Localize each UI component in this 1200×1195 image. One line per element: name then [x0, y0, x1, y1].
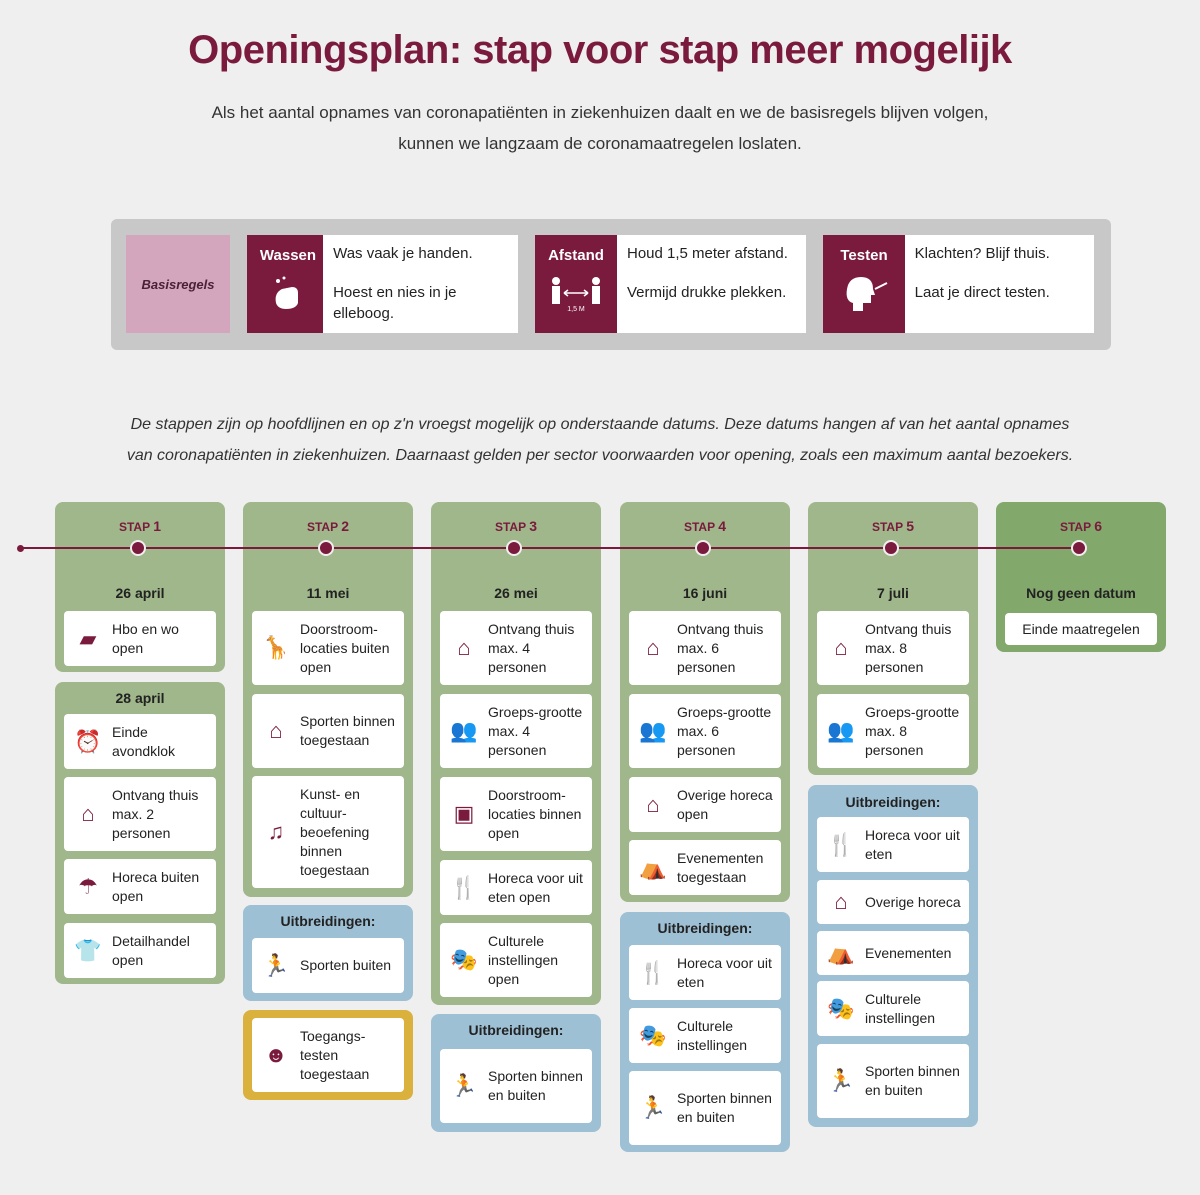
list-item: 🎭 Culturele instellingen: [629, 1008, 781, 1063]
list-item: ☂ Horeca buiten open: [64, 859, 216, 914]
list-item: ⏰ Einde avondklok: [64, 714, 216, 769]
step-6-label: STAP 6: [1059, 518, 1103, 534]
timeline-start: [17, 545, 24, 552]
step-2-label: STAP 2: [306, 518, 350, 534]
masks-icon: 🎭: [450, 947, 478, 972]
test-head-icon: [823, 273, 905, 324]
list-item: 🏃 Sporten buiten: [252, 938, 404, 993]
timeline-dot: [1071, 540, 1087, 556]
page-title: Openingsplan: stap voor stap meer mogelijk: [188, 28, 1012, 72]
test-head-icon: ☻: [264, 1042, 288, 1067]
list-item: 🎭 Culturele instellingen open: [440, 923, 592, 997]
list-item: ⌂ Overige horeca: [817, 880, 969, 924]
list-item: ⌂ Overige horeca open: [629, 777, 781, 832]
list-item: ⛺ Evenementen: [817, 931, 969, 975]
subtitle-line-2: kunnen we langzaam de coronamaatregelen loslaten.: [398, 134, 802, 153]
cutlery-icon: 🍴: [639, 959, 667, 985]
rule-line-2: Laat je direct testen.: [914, 284, 1050, 301]
list-item: ⌂ Ontvang thuis max. 6 personen: [629, 611, 781, 685]
circus-tent-icon: ⛺: [827, 940, 855, 965]
group-icon: 👥: [827, 718, 855, 743]
list-item: 👥 Groeps-grootte max. 8 personen: [817, 694, 969, 768]
music-note-icon: ♫: [267, 819, 285, 844]
rule-line-1: Klachten? Blijf thuis.: [914, 245, 1050, 262]
timeline-dot: [506, 540, 522, 556]
rule-title: Wassen: [259, 247, 317, 264]
shirt-icon: 👕: [74, 937, 102, 963]
timeline-dot: [318, 540, 334, 556]
rule-afstand: [535, 235, 806, 333]
basisregels-label: Basisregels: [126, 235, 230, 333]
runner-icon: 🏃: [827, 1068, 855, 1093]
list-item: Einde maatregelen: [1005, 613, 1157, 645]
group-icon: 👥: [639, 718, 667, 743]
distance-icon: [535, 273, 617, 324]
step-3-date: 26 mei: [494, 585, 538, 601]
distance-label: 1,5 M: [567, 306, 585, 313]
group-icon: 👥: [450, 718, 478, 743]
masks-icon: 🎭: [639, 1022, 667, 1048]
list-item: ▰ Hbo en wo open: [64, 611, 216, 666]
list-item: 🏃 Sporten binnen en buiten: [440, 1049, 592, 1123]
rule-line-1: Houd 1,5 meter afstand.: [627, 245, 788, 262]
books-icon: ▰: [79, 625, 97, 651]
house-8-icon: ⌂: [834, 635, 848, 660]
step-6-date: Nog geen datum: [1026, 585, 1136, 601]
list-item: 🎭 Culturele instellingen: [817, 981, 969, 1036]
rule-line-2: Hoest en nies in je elleboog.: [333, 284, 457, 322]
alarm-clock-icon: ⏰: [74, 728, 102, 754]
list-item: 🍴 Horeca voor uit eten: [817, 817, 969, 872]
list-item: ⌂ Sporten binnen toegestaan: [252, 694, 404, 768]
list-item: 👕 Detailhandel open: [64, 923, 216, 978]
runner-icon: 🏃: [262, 952, 290, 978]
runner-icon: 🏃: [639, 1095, 667, 1120]
list-item: ⌂ Ontvang thuis max. 8 personen: [817, 611, 969, 685]
step-1-label: STAP 1: [118, 518, 162, 534]
step-1-date-2: 28 april: [115, 690, 165, 706]
list-item: ⛺ Evenementen toegestaan: [629, 840, 781, 895]
rule-testen: [823, 235, 1094, 333]
step-3-ext-label: Uitbreidingen:: [468, 1022, 564, 1038]
step-2-date: 11 mei: [306, 585, 350, 601]
sports-house-icon: ⌂: [269, 718, 283, 743]
step-3-label: STAP 3: [494, 518, 538, 534]
horeca-house-icon: ⌂: [646, 791, 660, 817]
list-item: 🏃 Sporten binnen en buiten: [817, 1044, 969, 1118]
list-item: 🍴 Horeca voor uit eten open: [440, 860, 592, 915]
timeline-dot: [695, 540, 711, 556]
list-item: ⌂ Ontvang thuis max. 2 personen: [64, 777, 216, 851]
step-5-date: 7 juli: [877, 585, 909, 601]
subtitle-line-1: Als het aantal opnames van coronapatiënten in ziekenhuizen daalt en we de basisregels blijven volgen,: [211, 103, 989, 122]
hands-wash-icon: [247, 273, 329, 324]
list-item: 🦒 Doorstroom-locaties buiten open: [252, 611, 404, 685]
step-1-date: 26 april: [115, 585, 165, 601]
rule-title: Afstand: [548, 247, 604, 264]
cutlery-icon: 🍴: [827, 831, 855, 857]
rule-wassen: [247, 235, 518, 333]
timeline-dot: [130, 540, 146, 556]
list-item: ☻ Toegangs-testen toegestaan: [252, 1018, 404, 1092]
intro-line-1: De stappen zijn op hoofdlijnen en op z'n vroegst mogelijk op onderstaande datums. Deze datums hangen af van het aantal opnames: [130, 416, 1070, 433]
list-item: 👥 Groeps-grootte max. 4 personen: [440, 694, 592, 768]
step-4-ext-label: Uitbreidingen:: [657, 920, 753, 936]
house-2-icon: ⌂: [81, 801, 95, 826]
step-5-ext-label: Uitbreidingen:: [845, 794, 941, 810]
cutlery-icon: 🍴: [450, 874, 478, 900]
step-2-ext-label: Uitbreidingen:: [280, 913, 376, 929]
house-6-icon: ⌂: [646, 635, 660, 660]
step-5-label: STAP 5: [871, 518, 915, 534]
step-4-label: STAP 4: [683, 518, 727, 534]
timeline: [20, 547, 1080, 549]
rule-title: Testen: [840, 247, 888, 264]
rule-line-1: Was vaak je handen.: [333, 245, 473, 262]
step-4-date: 16 juni: [682, 585, 728, 601]
horeca-house-icon: ⌂: [834, 889, 848, 914]
list-item: 🏃 Sporten binnen en buiten: [629, 1071, 781, 1145]
masks-icon: 🎭: [827, 995, 855, 1021]
house-4-icon: ⌂: [457, 635, 471, 660]
museum-icon: ▣: [453, 801, 475, 826]
list-item: 🍴 Horeca voor uit eten: [629, 945, 781, 1000]
list-item: ▣ Doorstroom-locaties binnen open: [440, 777, 592, 851]
list-item: 👥 Groeps-grootte max. 6 personen: [629, 694, 781, 768]
giraffe-icon: 🦒: [262, 635, 290, 660]
rule-line-2: Vermijd drukke plekken.: [627, 284, 787, 301]
list-item: ♫ Kunst- en cultuur-beoefening binnen toegestaan: [252, 776, 404, 888]
circus-tent-icon: ⛺: [639, 854, 667, 880]
list-item: ⌂ Ontvang thuis max. 4 personen: [440, 611, 592, 685]
timeline-dot: [883, 540, 899, 556]
runner-icon: 🏃: [450, 1073, 478, 1098]
terrace-icon: ☂: [78, 873, 98, 899]
intro-line-2: van coronapatiënten in ziekenhuizen. Daarnaast gelden per sector voorwaarden voor opening, zoals een maximum aantal bezoekers.: [126, 447, 1074, 464]
